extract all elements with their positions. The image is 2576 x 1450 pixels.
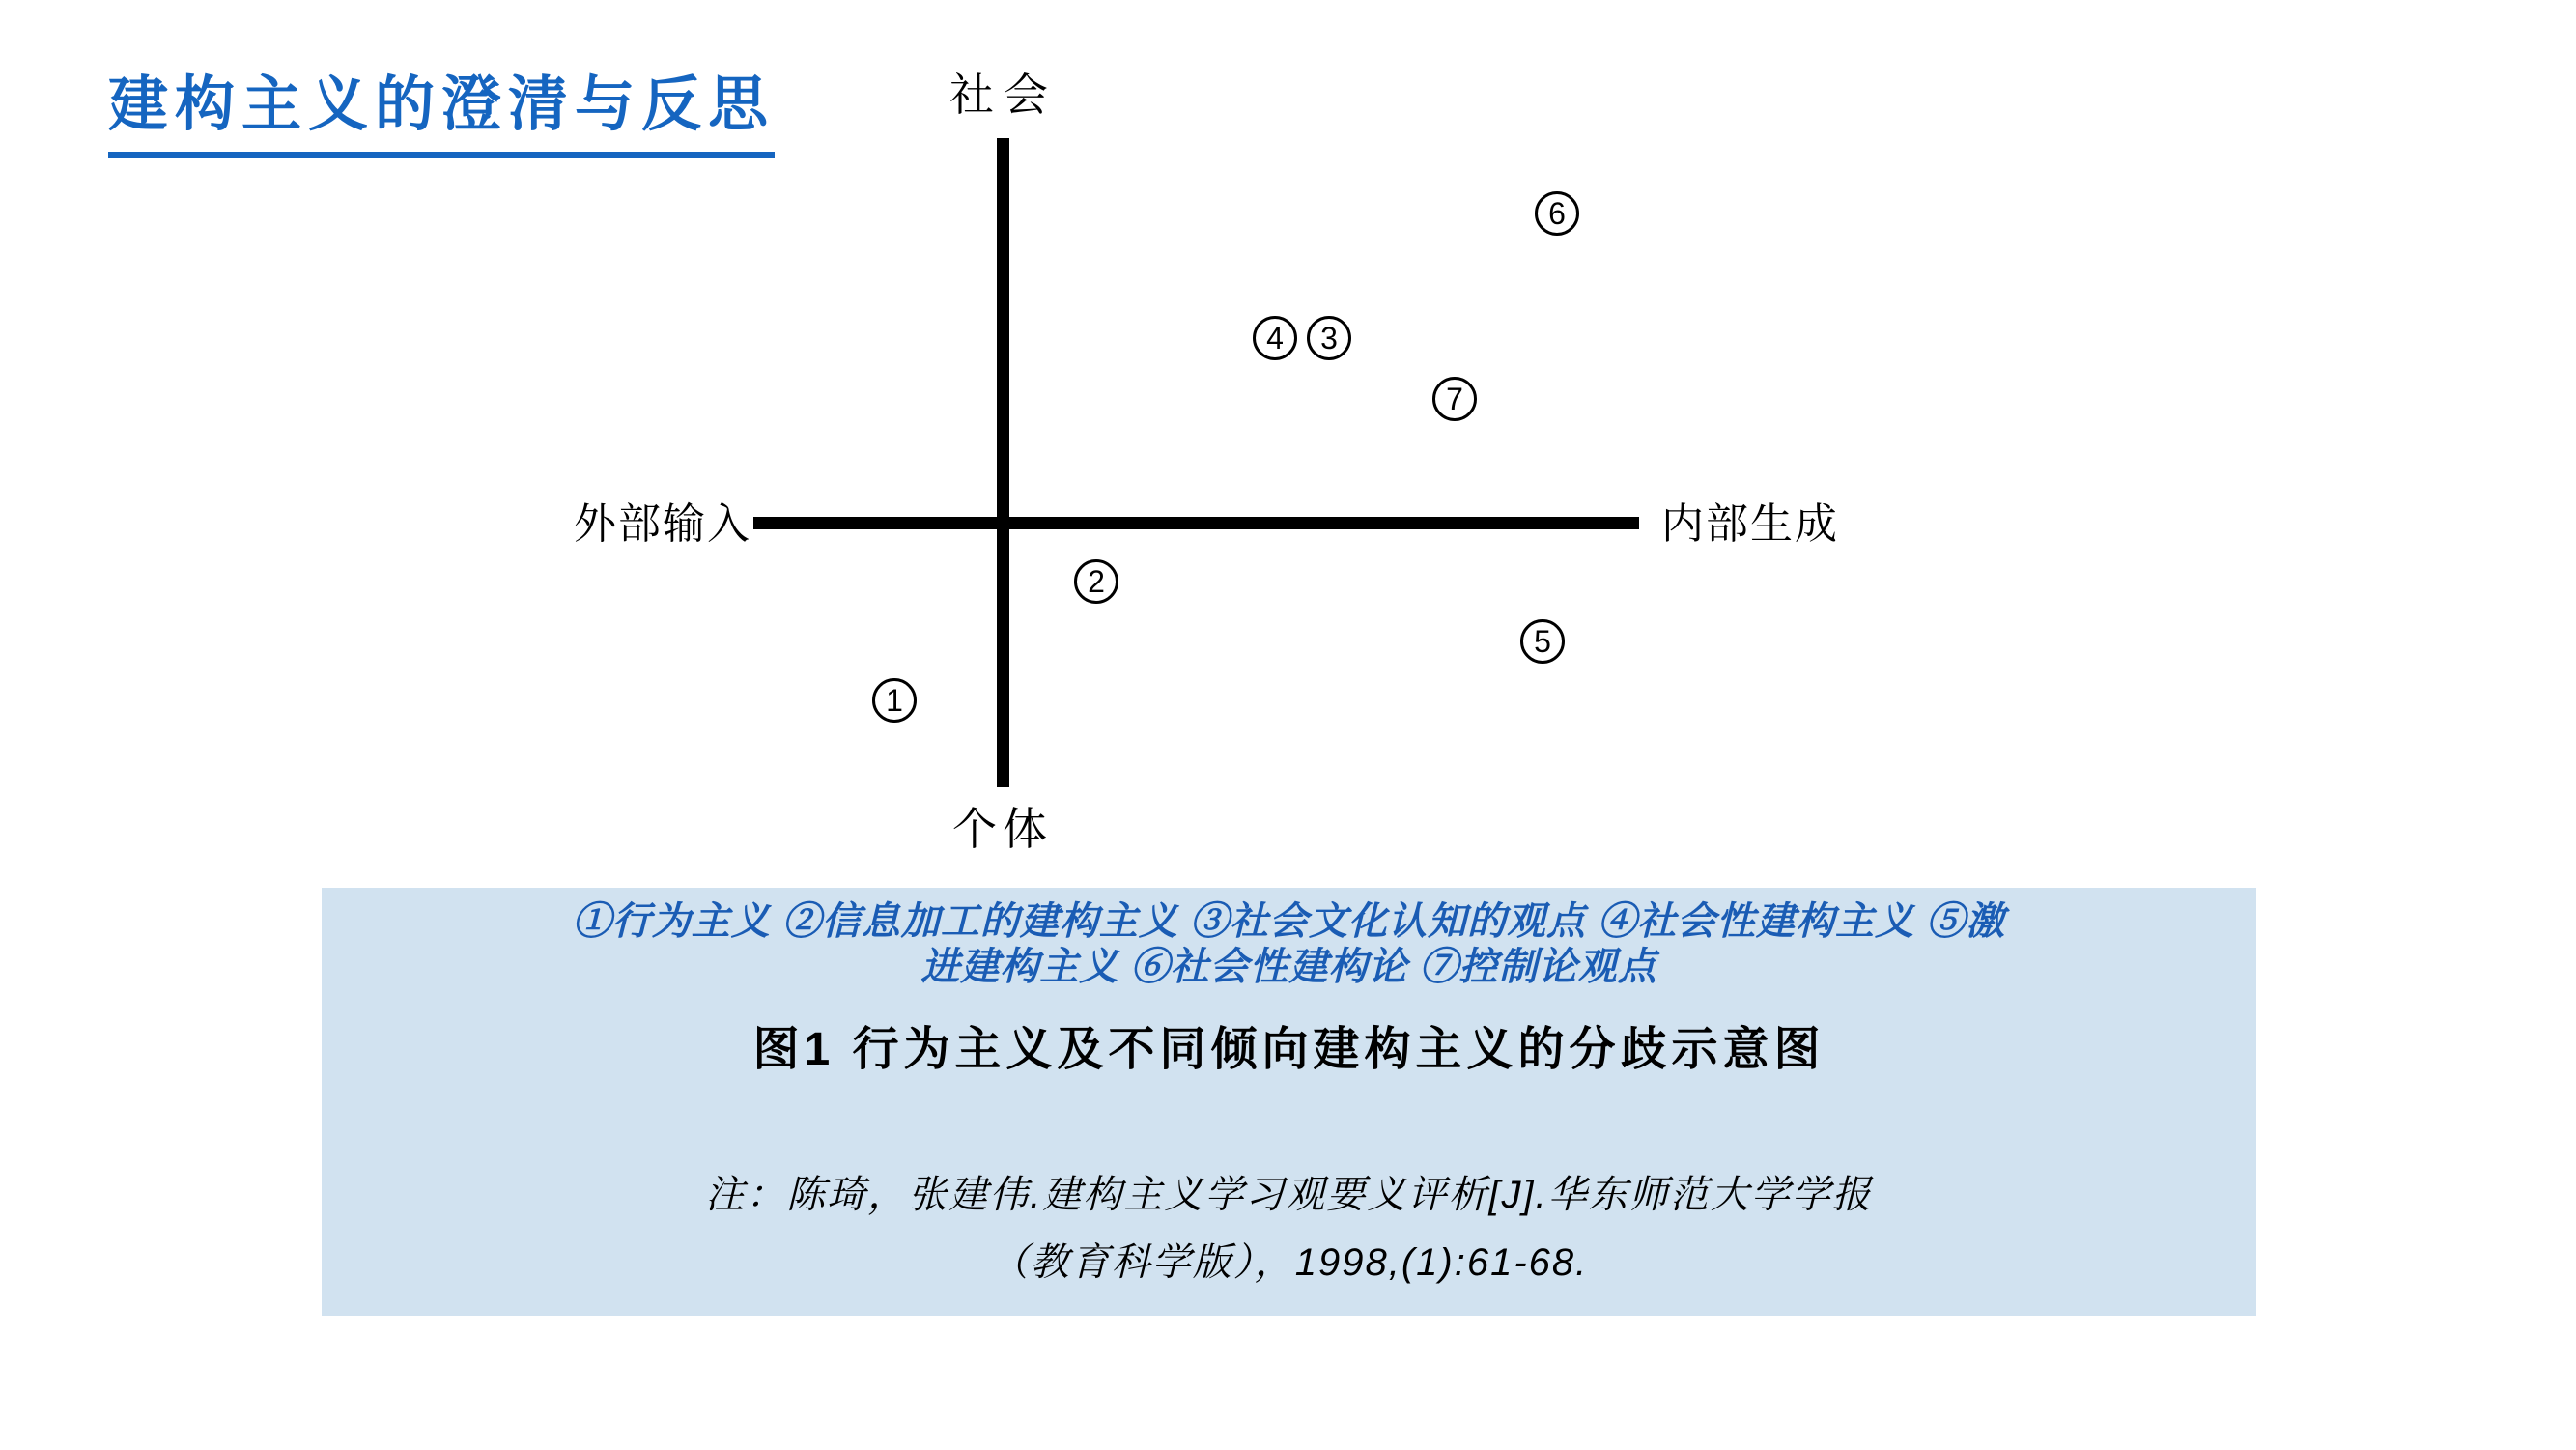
page-title: 建构主义的澄清与反思 [108, 56, 775, 158]
citation-line-2: （教育科学版），1998,(1):61-68. [989, 1241, 1589, 1284]
axis-label-society: 社会 [949, 70, 1058, 120]
citation-line-1: 注：陈琦，张建伟.建构主义学习观要义评析[J].华东师范大学学报 [705, 1174, 1873, 1216]
caption-panel [322, 888, 2256, 1316]
axis-label-internal-generation: 内部生成 [1661, 500, 1839, 548]
legend-text [322, 899, 2256, 990]
point-3-number: 3 [1320, 321, 1338, 355]
point-2-information-processing [1074, 559, 1118, 604]
point-7-cybernetics [1432, 377, 1477, 421]
legend-line-1: ①行为主义 ②信息加工的建构主义 ③社会文化认知的观点 ④社会性建构主义 ⑤激 [572, 900, 2006, 943]
point-3-sociocultural-cognition [1307, 316, 1351, 360]
point-6-social-constructionism [1535, 191, 1579, 236]
legend-line-2: 进建构主义 ⑥社会性建构论 ⑦控制论观点 [920, 945, 1657, 988]
point-4-social-constructivism [1253, 316, 1297, 360]
horizontal-axis-line [753, 517, 1639, 529]
point-5-number: 5 [1534, 624, 1551, 659]
point-1-number: 1 [886, 683, 903, 718]
axis-label-individual: 个体 [952, 804, 1053, 854]
point-4-number: 4 [1266, 321, 1284, 355]
point-5-radical-constructivism [1520, 619, 1565, 664]
point-1-behaviorism [872, 678, 917, 723]
figure-caption: 图1 行为主义及不同倾向建构主义的分歧示意图 [752, 1024, 1826, 1075]
axis-label-external-input: 外部输入 [574, 500, 751, 548]
point-6-number: 6 [1548, 196, 1566, 231]
point-2-number: 2 [1088, 564, 1105, 599]
point-7-number: 7 [1446, 382, 1463, 416]
vertical-axis-line [997, 138, 1009, 787]
